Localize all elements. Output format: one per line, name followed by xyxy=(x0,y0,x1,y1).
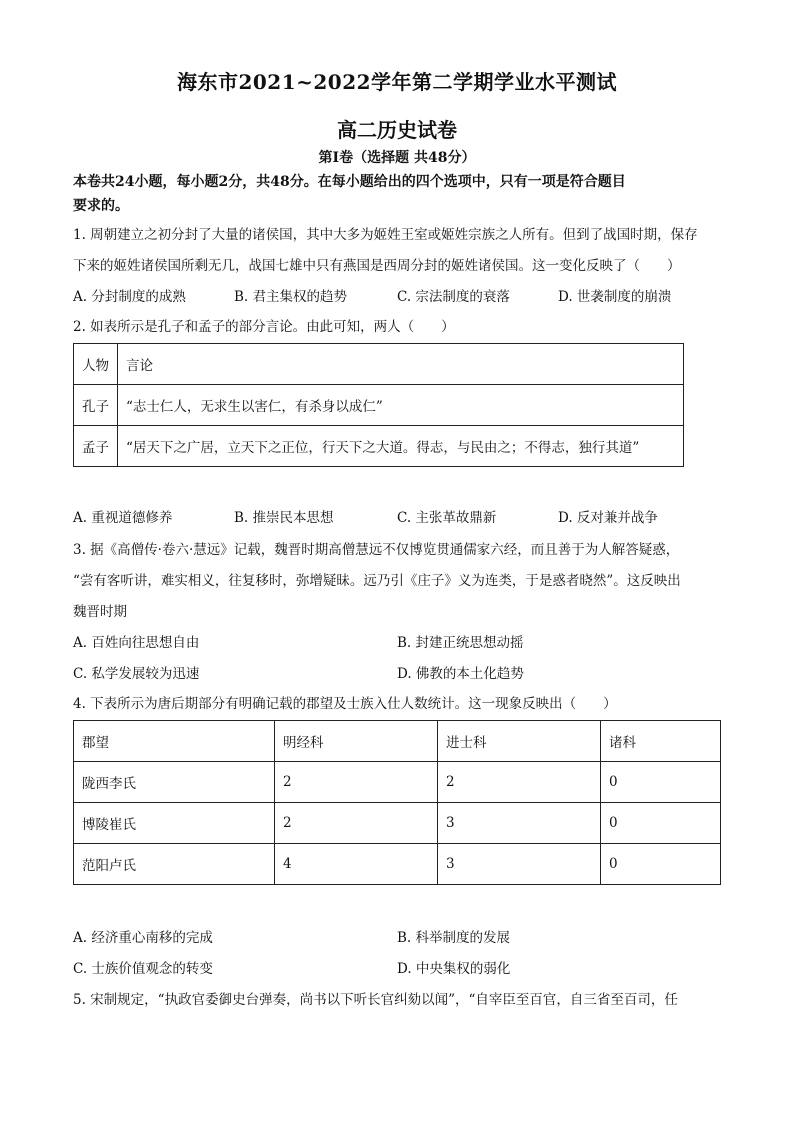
table-cell: 3 xyxy=(438,803,601,844)
q4-option-a: A. 经济重心南移的完成 xyxy=(73,930,213,946)
q1-option-d: D. 世袭制度的崩溃 xyxy=(558,289,672,305)
table-cell: 2 xyxy=(275,803,438,844)
q2-table xyxy=(73,343,684,467)
table-cell: 孟子 xyxy=(74,426,118,467)
table-row xyxy=(74,844,721,885)
q4-table xyxy=(73,720,721,885)
table-cell: 孔子 xyxy=(74,385,118,426)
q1-option-b: B. 君主集权的趋势 xyxy=(234,289,348,305)
table-row xyxy=(74,803,721,844)
table-cell: 4 xyxy=(275,844,438,885)
q2-stem: 2. 如表所示是孔子和孟子的部分言论。由此可知，两人（ ） xyxy=(73,319,455,335)
instruction-line-1: 本卷共24小题，每小题2分，共48分。在每小题给出的四个选项中，只有一项是符合题目 xyxy=(73,174,626,190)
table-header-cell: 诸科 xyxy=(601,721,721,762)
table-cell: 0 xyxy=(601,803,721,844)
q2-option-d: D. 反对兼并战争 xyxy=(558,510,658,526)
q3-stem-line-1: 3. 据《高僧传·卷六·慧远》记载，魏晋时期高僧慧远不仅博览贯通儒家六经，而且善于为人解答疑惑， xyxy=(73,542,680,558)
table-header-cell: 言论 xyxy=(118,344,684,385)
table-header-cell: 郡望 xyxy=(74,721,275,762)
table-cell: 0 xyxy=(601,762,721,803)
q1-option-a: A. 分封制度的成熟 xyxy=(73,289,186,305)
q3-option-d: D. 佛教的本土化趋势 xyxy=(397,666,524,682)
q4-option-c: C. 士族价值观念的转变 xyxy=(73,961,213,977)
table-cell: “居天下之广居，立天下之正位，行天下之大道。得志，与民由之；不得志，独行其道” xyxy=(118,426,684,467)
q3-option-c: C. 私学发展较为迅速 xyxy=(73,666,200,682)
q1-option-c: C. 宗法制度的衰落 xyxy=(397,289,510,305)
exam-subtitle: 高二历史试卷 xyxy=(337,118,457,142)
table-cell: 范阳卢氏 xyxy=(74,844,275,885)
table-cell: “志士仁人，无求生以害仁，有杀身以成仁” xyxy=(118,385,684,426)
table-row xyxy=(74,344,684,385)
q1-stem-line-2: 下来的姬姓诸侯国所剩无几，战国七雄中只有燕国是西周分封的姬姓诸侯国。这一变化反映了（ ） xyxy=(73,258,681,274)
q1-stem-line-1: 1. 周朝建立之初分封了大量的诸侯国，其中大多为姬姓王室或姬姓宗族之人所有。但到了战国时期，保存 xyxy=(73,227,698,243)
exam-title: 海东市2021~2022学年第二学期学业水平测试 xyxy=(176,70,618,94)
table-row xyxy=(74,721,721,762)
q3-option-a: A. 百姓向往思想自由 xyxy=(73,635,200,651)
q3-option-b: B. 封建正统思想动摇 xyxy=(397,635,524,651)
q2-option-c: C. 主张革故鼎新 xyxy=(397,510,497,526)
section-heading: 第Ⅰ卷（选择题 共48分） xyxy=(318,150,476,166)
table-cell: 博陵崔氏 xyxy=(74,803,275,844)
table-cell: 陇西李氏 xyxy=(74,762,275,803)
q4-stem: 4. 下表所示为唐后期部分有明确记载的郡望及士族入仕人数统计。这一现象反映出（ ） xyxy=(73,696,617,712)
q4-option-b: B. 科举制度的发展 xyxy=(397,930,511,946)
q3-stem-line-2: “尝有客听讲，难实相义，往复移时，弥增疑昧。远乃引《庄子》义为连类，于是惑者晓然”。这反映出 xyxy=(73,573,681,589)
q5-stem-line-1: 5. 宋制规定，“执政官委御史台弹奏，尚书以下听长官纠劾以闻”，“自宰臣至百官，自三省至百司，任 xyxy=(73,992,678,1008)
table-header-cell: 进士科 xyxy=(438,721,601,762)
table-cell: 3 xyxy=(438,844,601,885)
table-cell: 2 xyxy=(275,762,438,803)
q2-option-a: A. 重视道德修养 xyxy=(73,510,173,526)
table-header-cell: 明经科 xyxy=(275,721,438,762)
table-row xyxy=(74,385,684,426)
table-row xyxy=(74,426,684,467)
table-cell: 0 xyxy=(601,844,721,885)
table-cell: 2 xyxy=(438,762,601,803)
table-header-cell: 人物 xyxy=(74,344,118,385)
q4-option-d: D. 中央集权的弱化 xyxy=(397,961,511,977)
table-row xyxy=(74,762,721,803)
instruction-line-2: 要求的。 xyxy=(73,198,129,214)
q3-stem-line-3: 魏晋时期 xyxy=(73,604,127,620)
q2-option-b: B. 推崇民本思想 xyxy=(234,510,334,526)
